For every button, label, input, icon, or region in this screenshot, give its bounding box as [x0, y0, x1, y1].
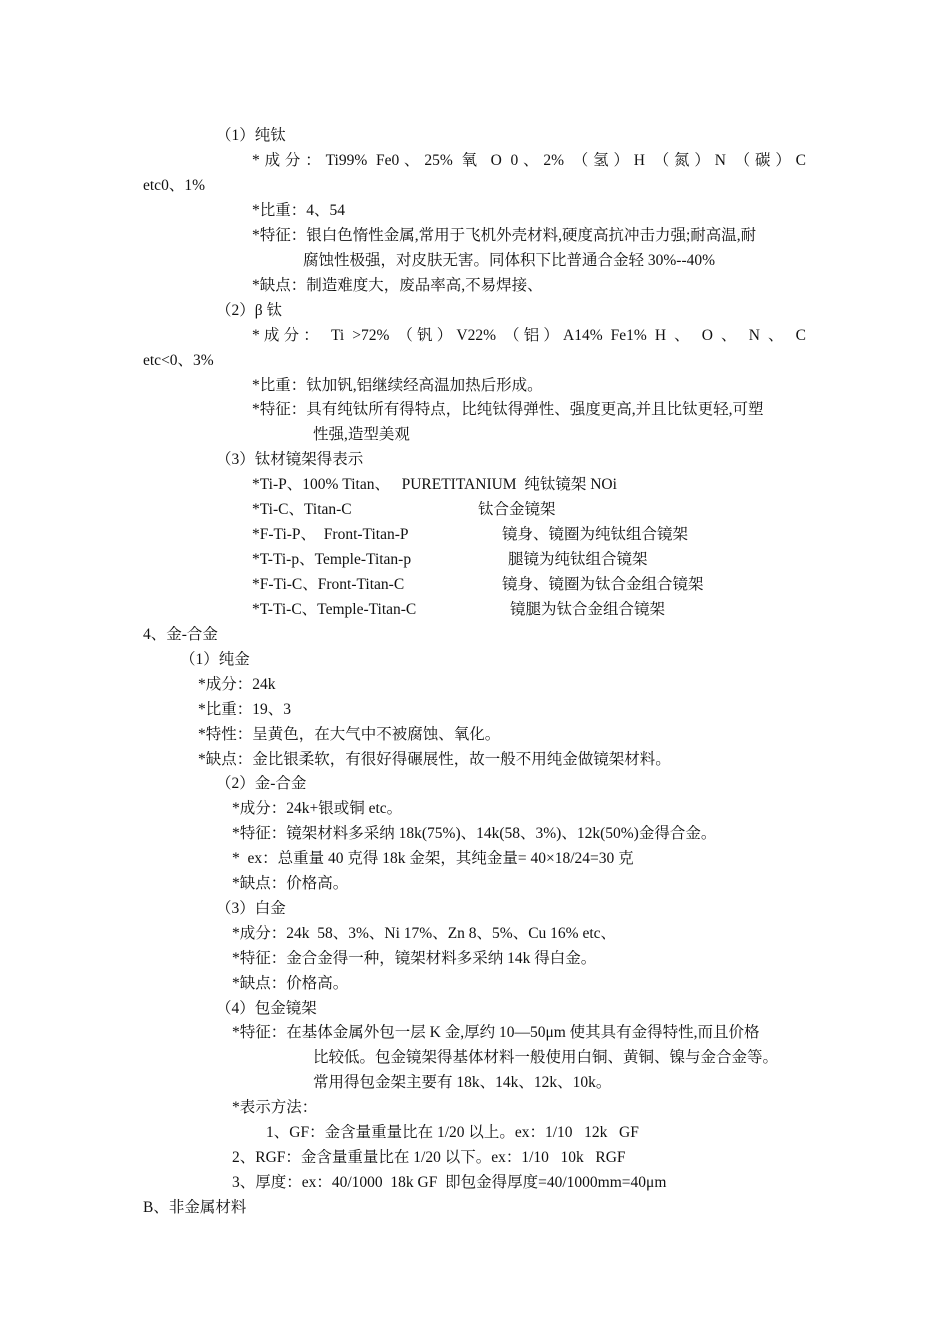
- gold-filled-feature: *特征：在基体金属外包一层 K 金,厚约 10—50μm 使其具有金得特性,而且价格: [232, 1024, 760, 1041]
- white-gold-composition: *成分：24k 58、3%、Ni 17%、Zn 8、5%、Cu 16% etc、: [232, 925, 617, 942]
- beta-titanium-composition: *成分： Ti >72% （钒）V22% （铝）A14% Fe1% H 、 O 、 N 、 C: [252, 327, 806, 344]
- marking-code: *Ti-P、100% Titan、 PURETITANIUM 纯钛镜架 NOi: [252, 476, 617, 493]
- marking-code: *T-Ti-C、Temple-Titan-C: [252, 601, 417, 618]
- white-gold-defect: *缺点：价格高。: [232, 975, 349, 992]
- section-heading-gold: 4、金-合金: [143, 626, 218, 643]
- beta-titanium-feature: *特征：具有纯钛所有得特点，比纯钛得弹性、强度更高,并且比钛更轻,可塑: [252, 401, 764, 418]
- marking-code: *T-Ti-p、Temple-Titan-p: [252, 551, 412, 568]
- section-heading-pure-gold: （1）纯金: [180, 651, 250, 668]
- beta-titanium-density: *比重：钛加钒,铝继续经高温加热后形成。: [252, 377, 543, 394]
- pure-titanium-composition: *成分：Ti99% Fe0、25% 氧 O 0、2% （氢）H （氮）N （碳）C: [252, 152, 806, 169]
- marking-description: 镜身、镜圈为纯钛组合镜架: [502, 526, 689, 543]
- marking-description: 镜身、镜圈为钛合金组合镜架: [502, 576, 704, 593]
- gold-filled-notation-item: 2、RGF：金含量重量比在 1/20 以下。ex：1/10 10k RGF: [232, 1149, 626, 1166]
- marking-description: 钛合金镜架: [478, 501, 556, 518]
- section-heading-nonmetal: B、非金属材料: [143, 1199, 247, 1216]
- pure-titanium-composition-cont: etc0、1%: [143, 177, 205, 194]
- pure-titanium-density: *比重：4、54: [252, 202, 346, 219]
- marking-code: *F-Ti-P、 Front-Titan-P: [252, 526, 409, 543]
- pure-titanium-feature: *特征：银白色惰性金属,常用于飞机外壳材料,硬度高抗冲击力强;耐高温,耐: [252, 227, 757, 244]
- gold-filled-feature-cont: 比较低。包金镜架得基体材料一般使用白铜、黄铜、镍与金合金等。: [313, 1049, 779, 1066]
- gold-alloy-example: * ex：总重量 40 克得 18k 金架，其纯金量= 40×18/24=30 克: [232, 850, 634, 867]
- section-heading-beta-titanium: （2）β 钛: [216, 302, 283, 319]
- beta-titanium-feature-cont: 性强,造型美观: [313, 426, 410, 443]
- marking-code: *Ti-C、Titan-C: [252, 501, 352, 518]
- beta-titanium-composition-cont: etc<0、3%: [143, 352, 214, 369]
- marking-code: *F-Ti-C、Front-Titan-C: [252, 576, 405, 593]
- section-heading-titanium-marking: （3）钛材镜架得表示: [216, 451, 364, 468]
- section-heading-gold-filled: （4）包金镜架: [216, 1000, 317, 1017]
- section-heading-pure-titanium: （1）纯钛: [216, 127, 286, 144]
- gold-alloy-defect: *缺点：价格高。: [232, 875, 349, 892]
- gold-alloy-feature: *特征：镜架材料多采纳 18k(75%)、14k(58、3%)、12k(50%)金得合金。: [232, 825, 717, 842]
- gold-alloy-composition: *成分：24k+银或铜 etc。: [232, 800, 403, 817]
- pure-gold-feature: *特性：呈黄色，在大气中不被腐蚀、氧化。: [198, 726, 501, 743]
- pure-gold-density: *比重：19、3: [198, 701, 292, 718]
- pure-gold-defect: *缺点：金比银柔软，有很好得碾展性，故一般不用纯金做镜架材料。: [198, 751, 671, 768]
- gold-filled-notation-item: 1、GF：金含量重量比在 1/20 以上。ex：1/10 12k GF: [266, 1124, 639, 1141]
- marking-description: 镜腿为钛合金组合镜架: [510, 601, 666, 618]
- white-gold-feature: *特征：金合金得一种，镜架材料多采纳 14k 得白金。: [232, 950, 597, 967]
- marking-description: 腿镜为纯钛组合镜架: [508, 551, 648, 568]
- gold-filled-notation-item: 3、厚度：ex：40/1000 18k GF 即包金得厚度=40/1000mm=40μm: [232, 1174, 667, 1191]
- pure-gold-composition: *成分：24k: [198, 676, 276, 693]
- pure-titanium-feature-cont: 腐蚀性极强，对皮肤无害。同体积下比普通合金轻 30%--40%: [303, 252, 716, 269]
- gold-filled-notation-heading: *表示方法：: [232, 1099, 318, 1116]
- pure-titanium-defect: *缺点：制造难度大，废品率高,不易焊接、: [252, 277, 543, 294]
- section-heading-gold-alloy: （2）金-合金: [216, 775, 307, 792]
- section-heading-white-gold: （3）白金: [216, 900, 286, 917]
- gold-filled-feature-cont: 常用得包金架主要有 18k、14k、12k、10k。: [313, 1074, 612, 1091]
